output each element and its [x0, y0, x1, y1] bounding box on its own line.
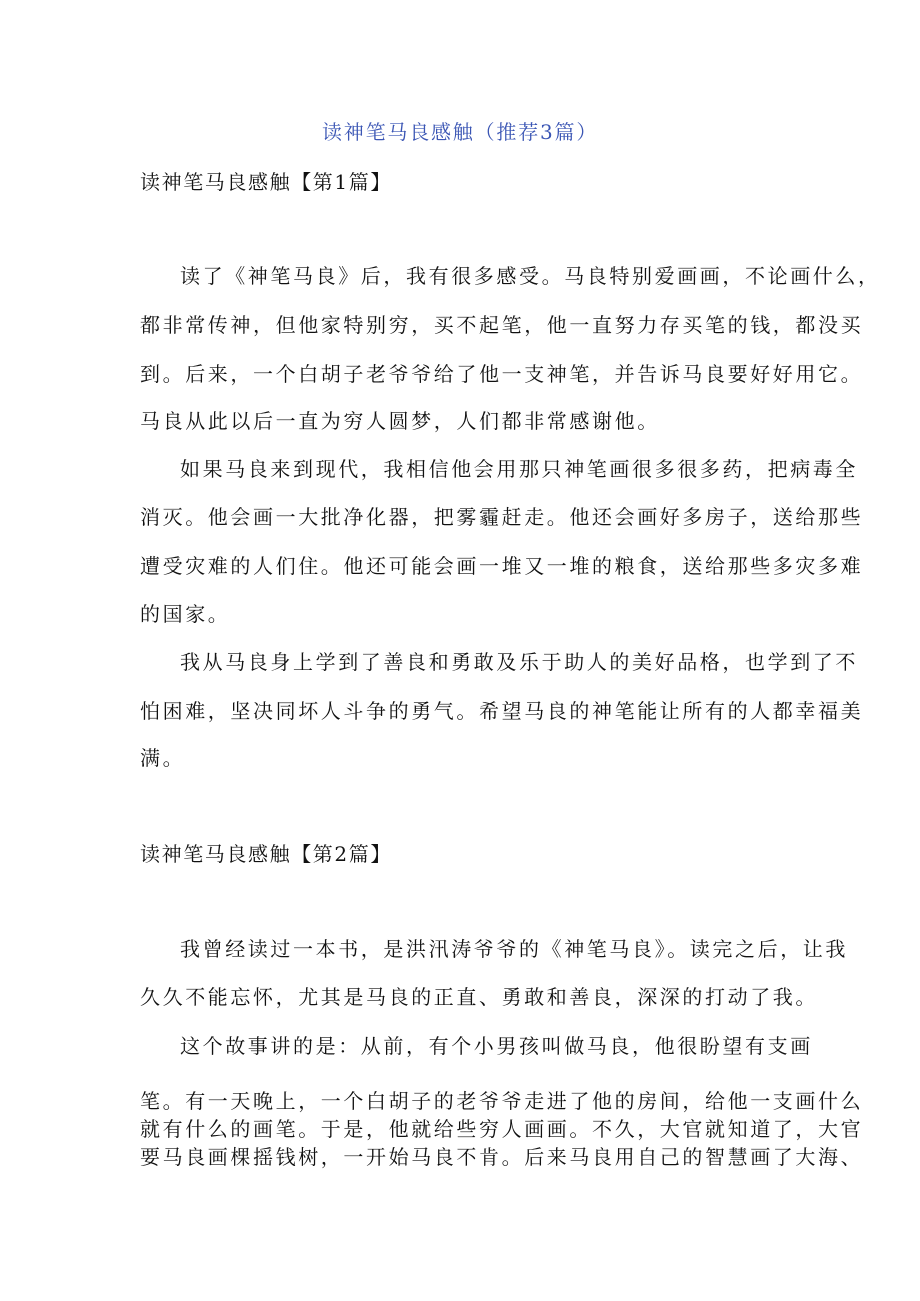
paragraph-line: 久久不能忘怀，尤其是马良的正直、勇敢和善良，深深的打动了我。: [140, 985, 818, 1009]
paragraph-line: 到。后来，一个白胡子老爷爷给了他一支神笔，并告诉马良要好好用它。: [140, 362, 864, 386]
document-title: 读神笔马良感触（推荐3篇）: [322, 120, 599, 144]
paragraph-line: 这个故事讲的是：从前，有个小男孩叫做马良，他很盼望有支画: [180, 1034, 813, 1058]
section-heading-1: 读神笔马良感触【第1篇】: [140, 170, 392, 194]
paragraph-line: 都非常传神，但他家特别穷，买不起笔，他一直努力存买笔的钱，都没买: [140, 313, 864, 337]
paragraph-line: 的国家。: [140, 602, 231, 626]
paragraph-line: 我从马良身上学到了善良和勇敢及乐于助人的美好品格，也学到了不: [180, 650, 858, 674]
paragraph-line: 消灭。他会画一大批净化器，把雾霾赶走。他还会画好多房子，送给那些: [140, 505, 864, 529]
paragraph-line: 要马良画棵摇钱树，一开始马良不肯。后来马良用自己的智慧画了大海、: [140, 1145, 864, 1169]
paragraph-line: 如果马良来到现代，我相信他会用那只神笔画很多很多药，把病毒全: [180, 457, 858, 481]
paragraph-line: 笔。有一天晚上，一个白胡子的老爷爷走进了他的房间，给他一支画什么: [140, 1089, 864, 1113]
paragraph-line: 怕困难，坚决同坏人斗争的勇气。希望马良的神笔能让所有的人都幸福美: [140, 699, 864, 723]
section-heading-2: 读神笔马良感触【第2篇】: [140, 842, 392, 866]
paragraph-line: 就有什么的画笔。于是，他就给些穷人画画。不久，大官就知道了，大官: [140, 1117, 864, 1141]
paragraph-line: 马良从此以后一直为穷人圆梦，人们都非常感谢他。: [140, 409, 660, 433]
paragraph-line: 我曾经读过一本书，是洪汛涛爷爷的《神笔马良》。读完之后，让我: [180, 937, 848, 961]
paragraph-line: 遭受灾难的人们住。他还可能会画一堆又一堆的粮食，送给那些多灾多难: [140, 554, 864, 578]
paragraph-line: 读了《神笔马良》后，我有很多感受。马良特别爱画画，不论画什么，: [180, 264, 881, 288]
paragraph-line: 满。: [140, 746, 186, 770]
